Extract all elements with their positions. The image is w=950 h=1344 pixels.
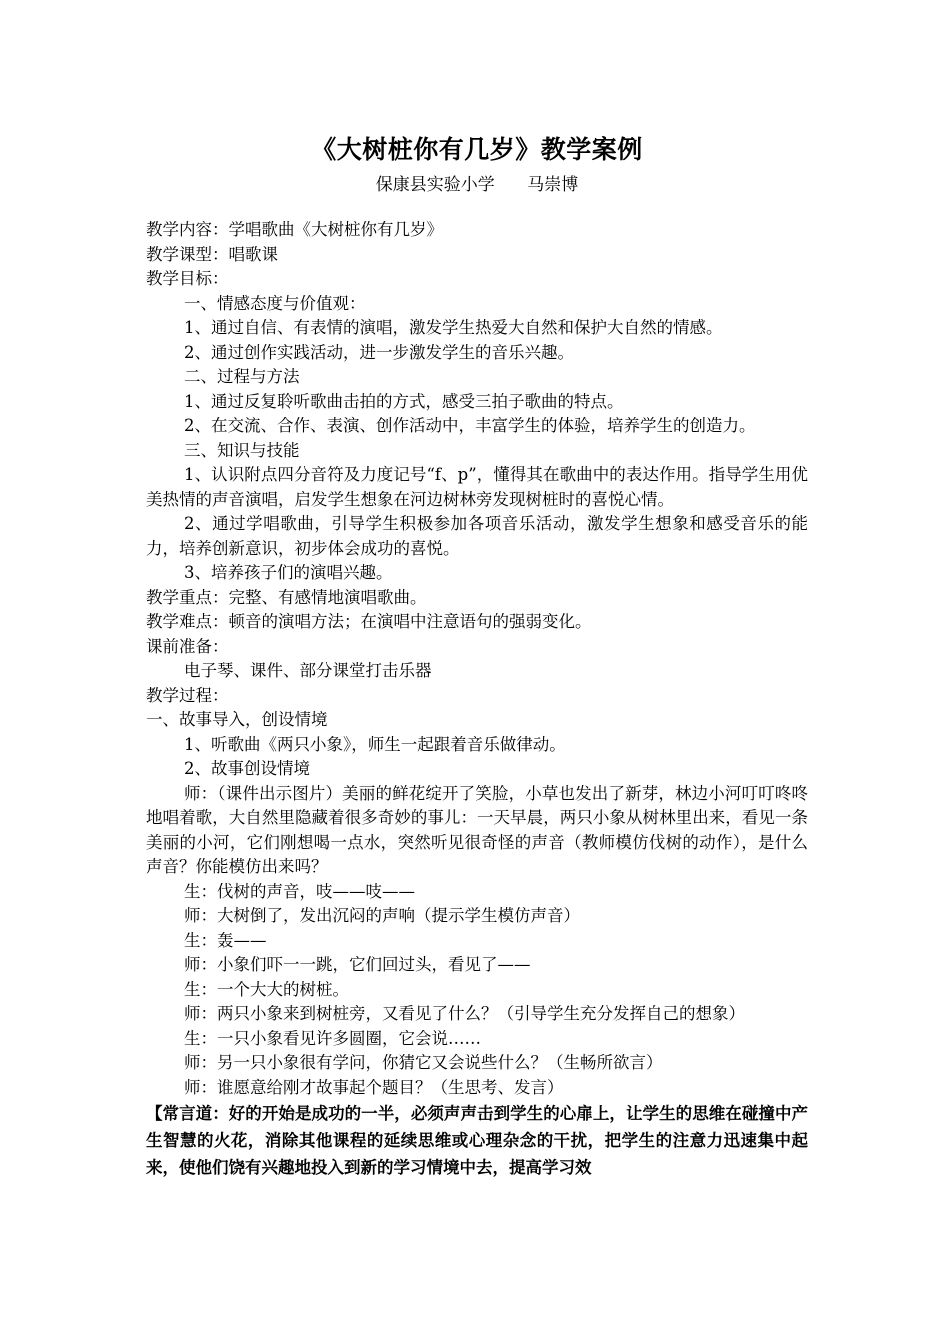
body-paragraph: 三、知识与技能: [184, 440, 300, 460]
body-paragraph: 1、认识附点四分音符及力度记号“f、p”，懂得其在歌曲中的表达作用。指导学生用优美热情的声音演唱，启发学生想象在河边树林旁发现树桩时的喜悦心情。: [146, 465, 808, 509]
document-page: [146, 130, 808, 1181]
body-paragraph: 师：（课件出示图片）美丽的鲜花绽开了笑脸，小草也发出了新芽，林边小河叮叮咚咚地唱着歌，大自然里隐藏着很多奇妙的事儿：一天早晨，两只小象从树林里出来，看见一条美丽的小河，它们刚想喝一点水，突然听见很奇怪的声音（教师模仿伐树的动作），是什么声音？你能模仿出来吗？: [146, 783, 808, 876]
body-paragraph: 1、听歌曲《两只小象》，师生一起跟着音乐做律动。: [184, 734, 566, 754]
body-paragraph: 教学课型：唱歌课: [146, 244, 278, 264]
body-paragraph: 教学难点：顿音的演唱方法；在演唱中注意语句的强弱变化。: [146, 612, 592, 631]
body-paragraph: 一、情感态度与价值观：: [184, 293, 366, 313]
body-paragraph: 师：大树倒了，发出沉闷的声响（提示学生模仿声音）: [184, 906, 580, 925]
body-paragraph: 生：一只小象看见许多圆圈，它会说……: [184, 1028, 481, 1048]
document-body: [146, 218, 808, 1100]
body-paragraph: 师：小象们吓一一跳，它们回过头，看见了——: [184, 955, 531, 974]
body-paragraph: 教学过程：: [146, 685, 229, 705]
body-paragraph: 课前准备：: [146, 636, 229, 656]
body-paragraph: 教学重点：完整、有感情地演唱歌曲。: [146, 587, 427, 607]
body-paragraph: 二、过程与方法: [184, 367, 300, 386]
body-paragraph: 生：伐树的声音，吱——吱——: [184, 881, 415, 901]
body-paragraph: 教学内容：学唱歌曲《大树桩你有几岁》: [146, 220, 443, 239]
body-paragraph: 师：另一只小象很有学问，你猜它又会说些什么？（生畅所欲言）: [184, 1053, 663, 1072]
body-paragraph: 2、在交流、合作、表演、创作活动中，丰富学生的体验，培养学生的创造力。: [184, 416, 756, 435]
body-paragraph: 师：两只小象来到树桩旁，又看见了什么？（引导学生充分发挥自己的想象）: [184, 1004, 745, 1023]
body-paragraph: 生：轰——: [184, 930, 267, 950]
body-paragraph: 3、培养孩子们的演唱兴趣。: [184, 563, 393, 582]
body-paragraph: 1、通过自信、有表情的演唱，激发学生热爱大自然和保护大自然的情感。: [184, 318, 723, 337]
body-paragraph: 1、通过反复聆听歌曲击拍的方式，感受三拍子歌曲的特点。: [184, 391, 624, 411]
document-title: 《大树桩你有几岁》教学案例: [311, 135, 643, 164]
body-paragraph: 教学目标：: [146, 269, 229, 288]
body-paragraph: 电子琴、课件、部分课堂打击乐器: [184, 661, 432, 680]
body-paragraph: 一、故事导入，创设情境: [146, 710, 328, 729]
body-paragraph: 生：一个大大的树桩。: [184, 979, 349, 999]
body-paragraph: 2、通过创作实践活动，进一步激发学生的音乐兴趣。: [184, 342, 574, 362]
body-paragraph: 2、通过学唱歌曲，引导学生积极参加各项音乐活动，激发学生想象和感受音乐的能力，培养创新意识，初步体会成功的喜悦。: [146, 514, 808, 558]
commentary-paragraph: 【常言道：好的开始是成功的一半，必须声声击到学生的心扉上，让学生的思维在碰撞中产生智慧的火花，消除其他课程的延续思维或心理杂念的干扰，把学生的注意力迅速集中起来，使他们饶有兴趣地投入到新的学习情境中去，提高学习效: [146, 1104, 808, 1177]
body-paragraph: 师：谁愿意给刚才故事起个题目？（生思考、发言）: [184, 1077, 564, 1097]
body-paragraph: 2、故事创设情境: [184, 759, 310, 778]
document-author: 保康县实验小学 马崇博: [375, 175, 579, 195]
